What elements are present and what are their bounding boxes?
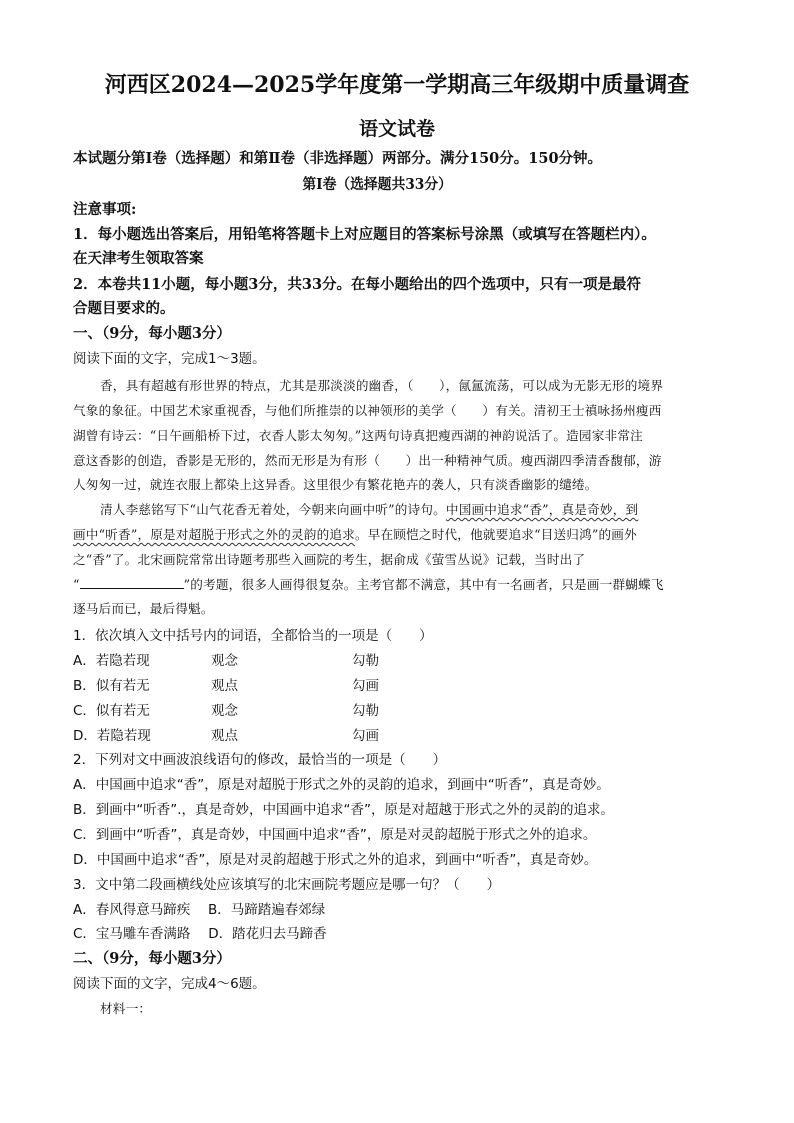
q2-stem: 2．下列对文中画波浪线语句的修改，最恰当的一项是（ ） — [73, 752, 447, 768]
section2-instruction: 阅读下面的文字，完成4～6题。 — [73, 976, 266, 992]
passage-line — [100, 499, 638, 518]
section2-heading: 二、（9分，每小题3分） — [73, 950, 231, 967]
note-2: 2．本卷共11小题，每小题3分，共33分。在每小题给出的四个选项中，只有一项是最符 — [73, 276, 642, 293]
passage-text: ”的考题，很多人画得很复杂。主考官都不满意，其中有一名画者，只是画一群蝴蝶飞 — [183, 577, 664, 592]
passage-line — [73, 574, 664, 593]
q1-stem: 1．依次填入文中括号内的词语，全都恰当的一项是（ ） — [73, 628, 433, 644]
passage-line: 湖曾有诗云：“日午画船桥下过，衣香人影太匆匆。”这两句诗真把瘦西湖的神韵说活了。造园家非常注 — [73, 428, 643, 443]
passage-line: 人匆匆一过，就连衣服上都染上这异香。这里很少有繁花艳卉的袭人，只有淡香幽影的缱绻。 — [73, 477, 598, 492]
fill-in-blank[interactable] — [80, 574, 184, 589]
passage-text: “ — [73, 577, 80, 592]
passage-line — [73, 524, 637, 543]
q2-option[interactable]: B．到画中“听香”.，真是奇妙，中国画中追求“香”，原是对超越于形式之外的灵韵的追求。 — [73, 802, 615, 818]
passage-line: 逐马后而已，最后得魁。 — [73, 601, 214, 616]
wavy-underlined-sentence: 画中“听香”，原是对超脱于形式之外的灵韵的追求 — [73, 527, 355, 542]
note-1: 1．每小题选出答案后，用铅笔将答题卡上对应题目的答案标号涂黑（或填写在答题栏内）。 — [73, 226, 656, 243]
part1-title: 第Ⅰ卷（选择题共33分） — [302, 176, 452, 193]
page-subtitle: 语文试卷 — [358, 118, 435, 140]
note-2-cont: 合题目要求的。 — [73, 300, 175, 317]
passage-line: 意这香影的创造，香影是无形的，然而无形是为有形（ ）出一种精神气质。瘦西湖四季清香馥郁，游 — [73, 453, 662, 468]
exam-page: 河西区2024—2025学年度第一学期高三年级期中质量调查 语文试卷 本试题分第Ⅰ卷（选择题）和第Ⅱ卷（非选择题）两部分。满分150分。150分钟。 第Ⅰ卷（选择题共33分） 注意事项: 1．每小题选出答案后，用铅笔将答题卡上对应题目的答案标号涂黑（或填写在答题栏内）。 在天津考生领取答案 2．本卷共11小题，每小题3分，共33分。在每小题给出的四个选项中，只有一项是最符 合题目要求的。 一、（9分，每小题3分） 阅读下面的文字，完成1～3题。 香，具有超越有形世界的特点，尤其是那淡淡的幽香，（ ），氤氲流荡，可以成为无影无形的境界 气象的象征。中国艺术家重视香，与他们所推崇的以神领形的美学（ ）有关。清初王士禛咏扬州瘦西 湖曾有诗云：“日午画船桥下过，衣香人影太匆匆。”这两句诗真把瘦西湖的神韵说活了。造园家非常注 意这香影的创造，香影是无形的，然而无形是为有形（ ）出一种精神气质。瘦西湖四季清香馥郁，游 人匆匆一过，就连衣服上都染上这异香。这里很少有繁花艳卉的袭人，只有淡香幽影的缱绻。 清人李慈铭写下“山气花香无着处，今朝来向画中听”的诗句。中国画中追求“香”，真是奇妙，到 画中“听香”，原是对超脱于形式之外的灵韵的追求。早在顾恺之时代，他就要追求“目送归鸿”的画外 之“香”了。北宋画院常常出诗题考那些入画院的考生，据俞成《萤雪丛说》记载，当时出了 “ ”的考题，很多人画得很复杂。主考官都不满意，其中有一名画者，只是画一群蝴蝶飞 逐马后而已，最后得魁。 1．依次填入文中括号内的词语，全都恰当的一项是（ ） A．若隐若现 观念 勾勒 B．似有若无 观点 勾画 C．似有若无 观念 勾勒 D．若隐若现 观点 勾画 2．下列对文中画波浪线语句的修改，最恰当的一项是（ ） A．中国画中追求“香”，原是对超脱于形式之外的灵韵的追求，到画中“听香”，真是奇妙。 B．到画中“听香”.，真是奇妙，中国画中追求“香”，原是对超越于形式之外的灵韵的追求。 C．到画中“听香”，真是奇妙，中国画中追求“香”，原是对灵韵超脱于形式之外的追求。 D．中国画中追求“香”，原是对灵韵超越于形式之外的追求，到画中“听香”，真是奇妙。 3．文中第二段画横线处应该填写的北宋画院考题应是哪一句？（ ） A．春风得意马蹄疾 B．马蹄踏遍春郊绿 C．宝马雕车香满路 D．踏花归去马蹄香 二、（9分，每小题3分） 阅读下面的文字，完成4～6题。 材料一： — [0, 0, 794, 1123]
section1-instruction: 阅读下面的文字，完成1～3题。 — [73, 351, 266, 367]
passage-line: 香，具有超越有形世界的特点，尤其是那淡淡的幽香，（ ），氤氲流荡，可以成为无影无形的境界 — [100, 378, 664, 393]
page-title: 河西区2024—2025学年度第一学期高三年级期中质量调查 — [104, 72, 690, 98]
passage-line: 气象的象征。中国艺术家重视香，与他们所推崇的以神领形的美学（ ）有关。清初王士禛咏扬州瘦西 — [73, 403, 662, 418]
q3-stem: 3．文中第二段画横线处应该填写的北宋画院考题应是哪一句？（ ） — [73, 877, 501, 893]
q2-option[interactable]: A．中国画中追求“香”，原是对超脱于形式之外的灵韵的追求，到画中“听香”，真是奇妙。 — [73, 777, 610, 793]
passage-text: 清人李慈铭写下“山气花香无着处，今朝来向画中听”的诗句。 — [100, 502, 446, 517]
q2-option[interactable]: D．中国画中追求“香”，原是对灵韵超越于形式之外的追求，到画中“听香”，真是奇妙。 — [73, 852, 598, 868]
section1-heading: 一、（9分，每小题3分） — [73, 325, 231, 342]
q3-options-row[interactable]: C．宝马雕车香满路 D．踏花归去马蹄香 — [73, 926, 327, 942]
q3-options-row[interactable]: A．春风得意马蹄疾 B．马蹄踏遍春郊绿 — [73, 902, 326, 918]
notes-title: 注意事项: — [73, 201, 137, 218]
passage-line: 之“香”了。北宋画院常常出诗题考那些入画院的考生，据俞成《萤雪丛说》记载，当时出了 — [73, 552, 586, 567]
wavy-underlined-sentence: 中国画中追求“香”，真是奇妙，到 — [445, 502, 639, 517]
passage-text: 。早在顾恺之时代，他就要追求“目送归鸿”的画外 — [354, 527, 637, 542]
note-1-cont: 在天津考生领取答案 — [73, 250, 204, 267]
q2-option[interactable]: C．到画中“听香”，真是奇妙，中国画中追求“香”，原是对灵韵超脱于形式之外的追求。 — [73, 827, 597, 843]
exam-intro: 本试题分第Ⅰ卷（选择题）和第Ⅱ卷（非选择题）两部分。满分150分。150分钟。 — [73, 150, 603, 167]
material-label: 材料一： — [100, 1001, 152, 1016]
